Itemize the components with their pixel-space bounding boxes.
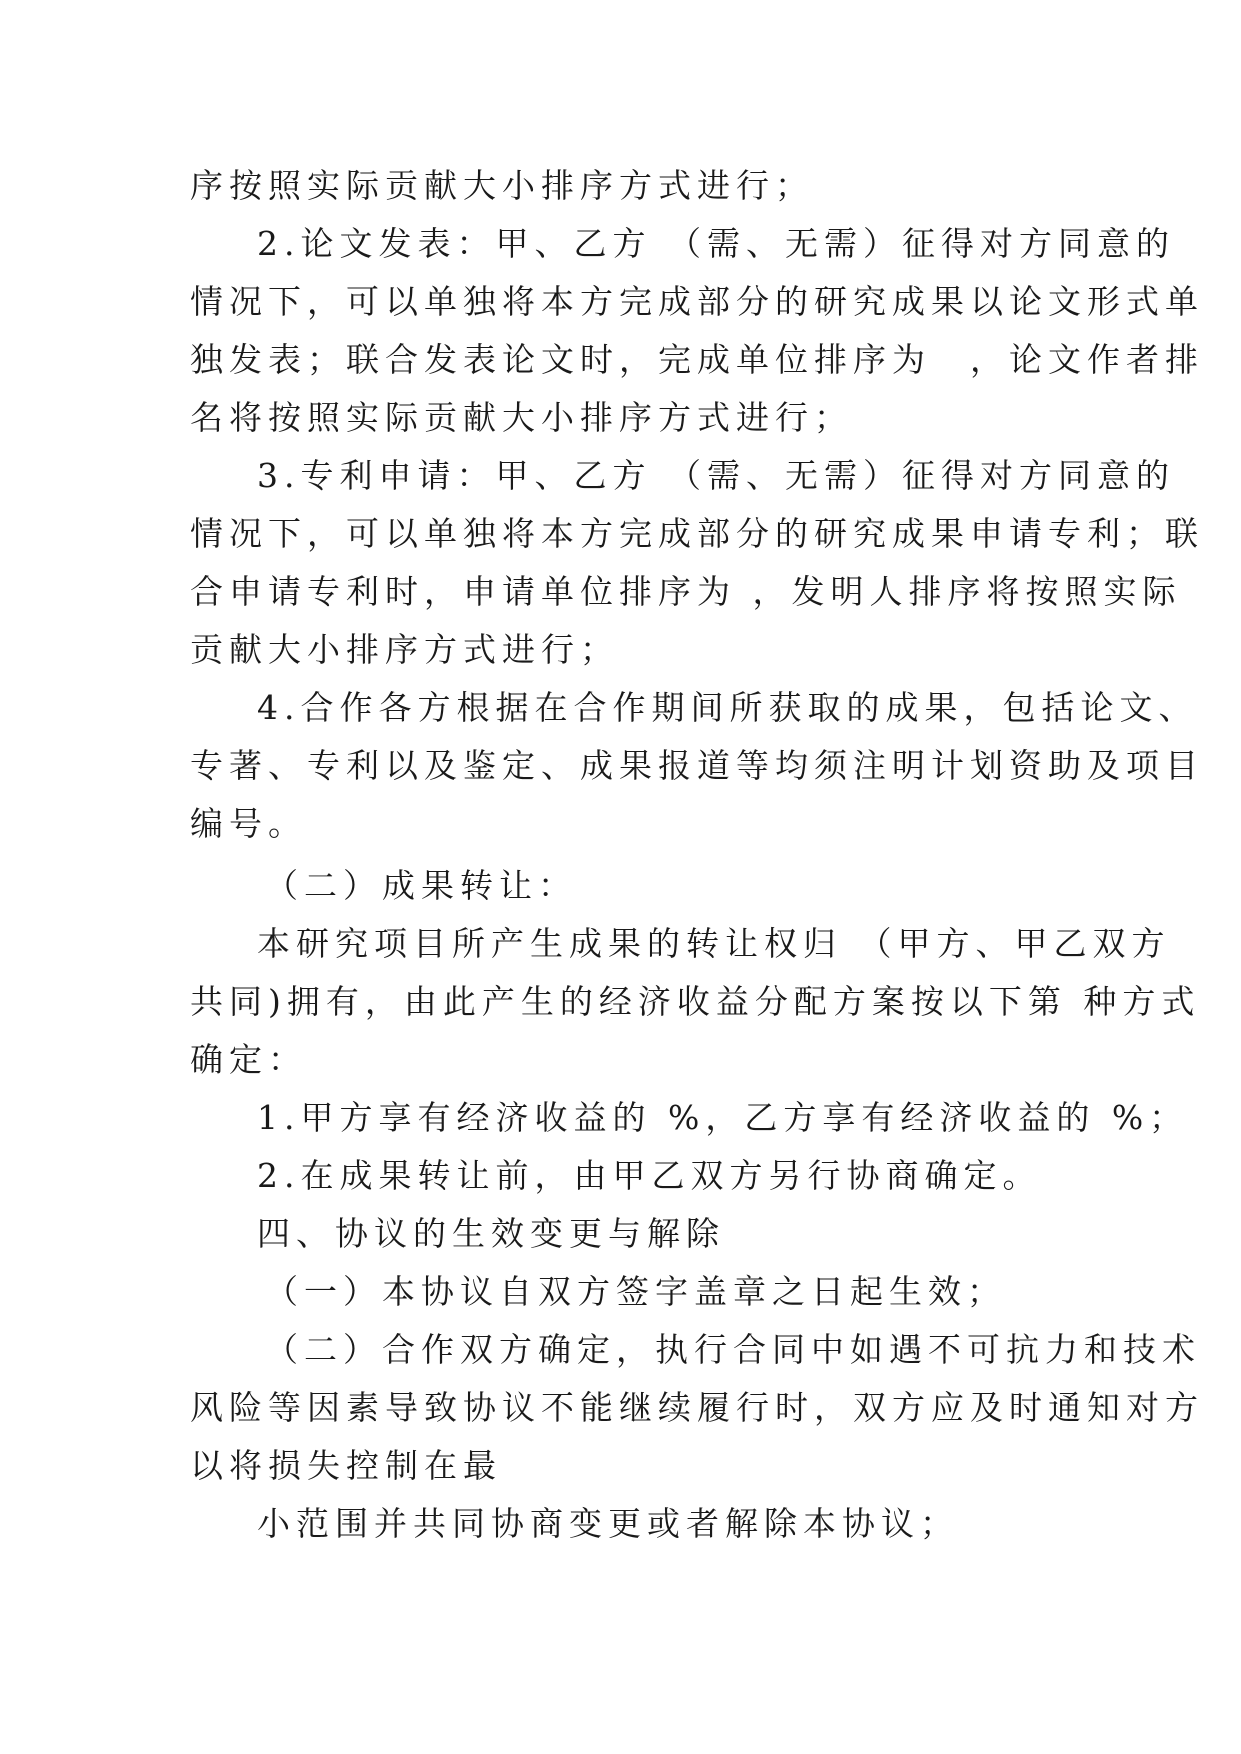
text-line-6: 3.专利申请：甲、乙方 （需、无需）征得对方同意的 (257, 456, 1175, 495)
text-line-21: （二）合作双方确定，执行合同中如遇不可抗力和技术 (265, 1330, 1201, 1369)
text-line-5: 名将按照实际贡献大小排序方式进行； (190, 398, 853, 437)
text-line-7: 情况下，可以单独将本方完成部分的研究成果申请专利；联 (190, 514, 1204, 553)
text-line-8: 合申请专利时，申请单位排序为 ，发明人排序将按照实际 (190, 572, 1182, 611)
text-line-20: （一）本协议自双方签字盖章之日起生效； (265, 1272, 1006, 1311)
text-line-1: 序按照实际贡献大小排序方式进行； (190, 166, 814, 205)
section-heading-agreement: 四、协议的生效变更与解除 (257, 1214, 725, 1253)
section-heading-transfer: （二）成果转让： (265, 866, 577, 905)
text-line-2: 2.论文发表：甲、乙方 （需、无需）征得对方同意的 (257, 224, 1175, 263)
text-line-12: 编号。 (190, 804, 307, 843)
text-line-3: 情况下，可以单独将本方完成部分的研究成果以论文形式单 (190, 282, 1204, 321)
text-line-16: 确定： (190, 1040, 307, 1079)
text-line-17: 1.甲方享有经济收益的 %，乙方享有经济收益的 %； (257, 1098, 1189, 1137)
text-line-18: 2.在成果转让前，由甲乙双方另行协商确定。 (257, 1156, 1042, 1195)
text-line-15: 共同)拥有，由此产生的经济收益分配方案按以下第 种方式 (190, 982, 1201, 1021)
text-line-24: 小范围并共同协商变更或者解除本协议； (257, 1504, 959, 1543)
text-line-22: 风险等因素导致协议不能继续履行时，双方应及时通知对方 (190, 1388, 1204, 1427)
text-line-9: 贡献大小排序方式进行； (190, 630, 619, 669)
text-line-10: 4.合作各方根据在合作期间所获取的成果，包括论文、 (257, 688, 1198, 727)
text-line-23: 以将损失控制在最 (190, 1446, 502, 1485)
text-line-14: 本研究项目所产生成果的转让权归 （甲方、甲乙双方 (257, 924, 1171, 963)
text-line-4: 独发表；联合发表论文时，完成单位排序为 ，论文作者排 (190, 340, 1204, 379)
text-line-11: 专著、专利以及鉴定、成果报道等均须注明计划资助及项目 (190, 746, 1204, 785)
